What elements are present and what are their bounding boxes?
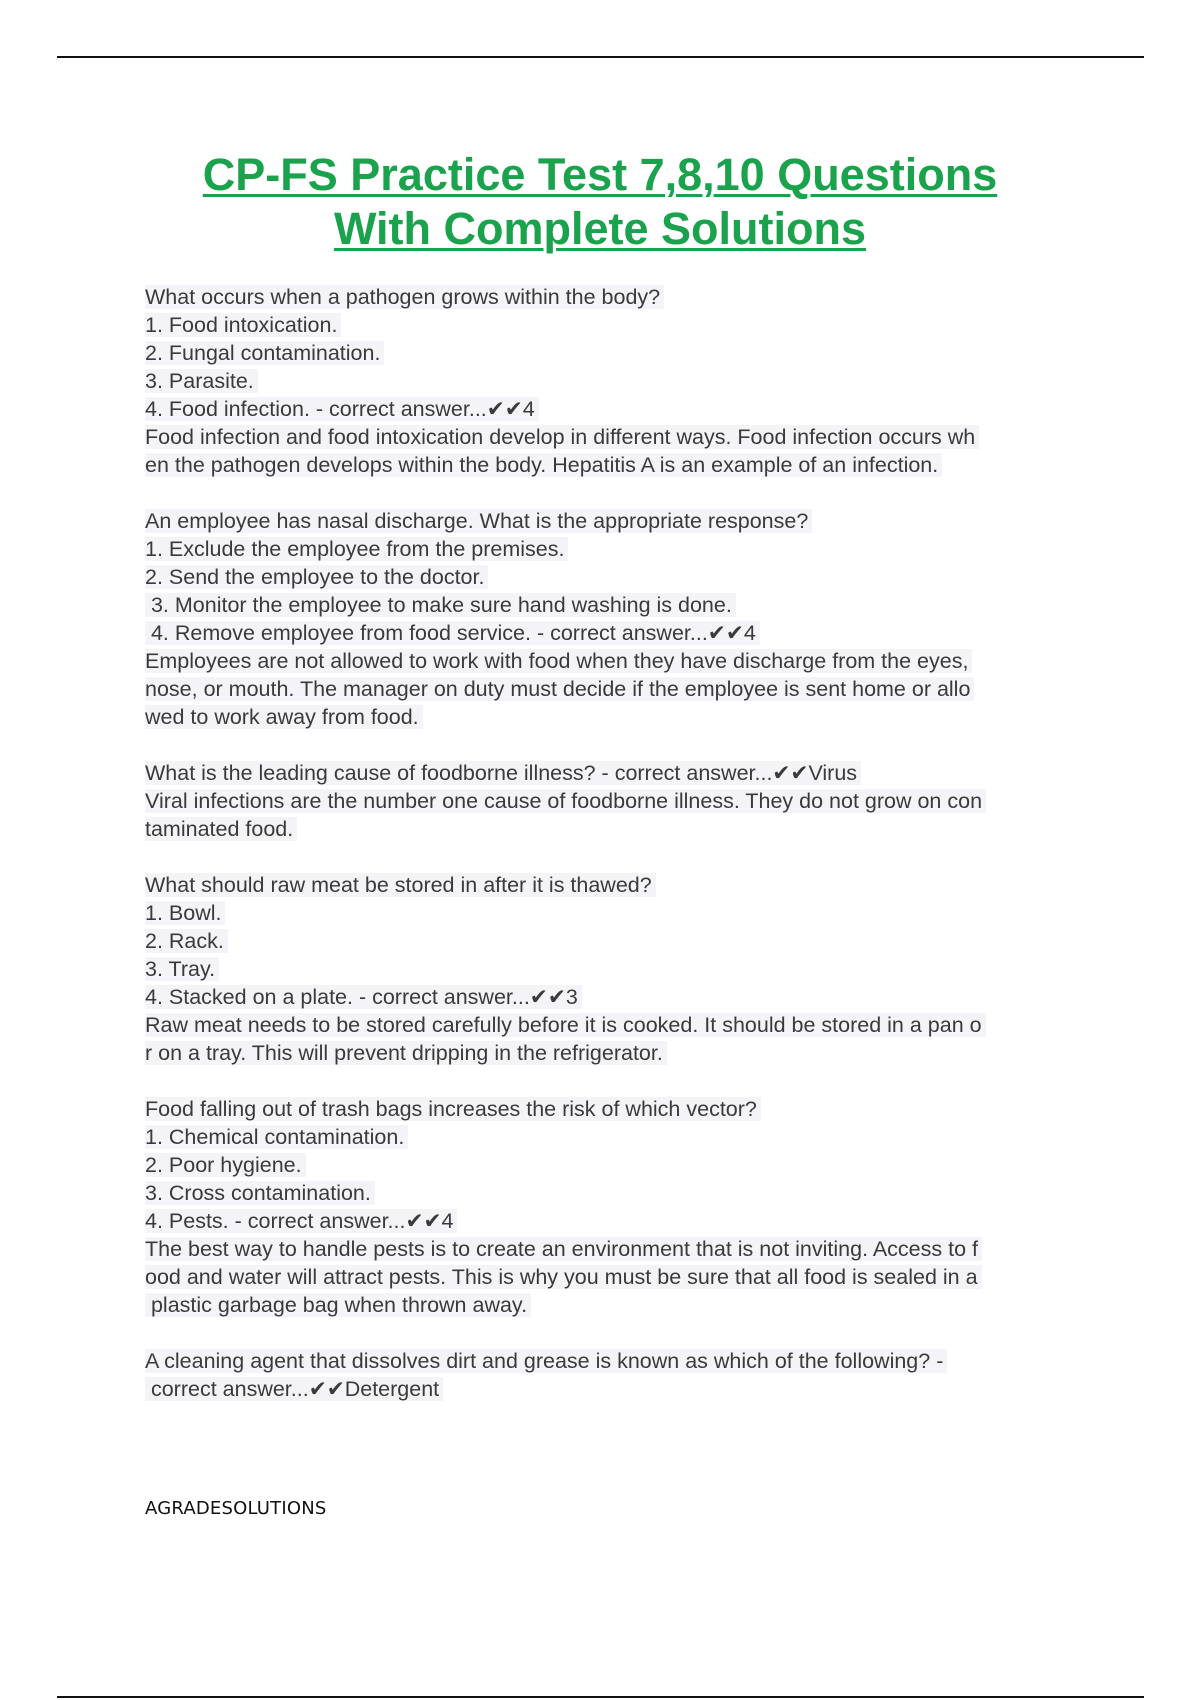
line-text: An employee has nasal discharge. What is the appropriate response? — [145, 509, 812, 533]
line-text: Viral infections are the number one cause of foodborne illness. They do not grow on con — [145, 789, 986, 813]
question-line — [145, 1123, 1095, 1151]
line-text: 1. Food intoxication. — [145, 313, 341, 337]
footer-brand: AGRADESOLUTIONS — [145, 1498, 327, 1519]
question-spacer — [145, 1319, 1095, 1347]
question-line — [145, 1151, 1095, 1179]
line-text: What should raw meat be stored in after it is thawed? — [145, 873, 656, 897]
line-text: What is the leading cause of foodborne illness? - correct answer...✔✔Virus — [145, 761, 861, 785]
line-text: 2. Fungal contamination. — [145, 341, 384, 365]
question-line — [145, 451, 1095, 479]
top-rule — [57, 56, 1144, 58]
question-line — [145, 535, 1095, 563]
question-line — [145, 927, 1095, 955]
question-text — [145, 283, 1095, 311]
line-text: 2. Rack. — [145, 929, 228, 953]
question-block — [145, 1095, 1095, 1319]
question-text — [145, 1347, 1095, 1375]
line-text: nose, or mouth. The manager on duty must decide if the employee is sent home or allo — [145, 677, 974, 701]
title-line-1: CP-FS Practice Test 7,8,10 Questions — [202, 149, 998, 200]
line-text: 1. Exclude the employee from the premises. — [145, 537, 568, 561]
line-text: The best way to handle pests is to create an environment that is not inviting. Access to f — [145, 1237, 982, 1261]
question-line — [145, 1179, 1095, 1207]
question-line — [145, 1291, 1095, 1319]
question-line — [145, 815, 1095, 843]
question-block — [145, 283, 1095, 479]
line-text: taminated food. — [145, 817, 297, 841]
line-text: plastic garbage bag when thrown away. — [145, 1293, 531, 1317]
line-text: correct answer...✔✔Detergent — [145, 1377, 443, 1401]
question-line — [145, 367, 1095, 395]
question-text — [145, 507, 1095, 535]
question-line — [145, 647, 1095, 675]
bottom-rule — [57, 1696, 1144, 1698]
question-line — [145, 899, 1095, 927]
question-line — [145, 1263, 1095, 1291]
question-line — [145, 619, 1095, 647]
line-text: Raw meat needs to be stored carefully before it is cooked. It should be stored in a pan o — [145, 1013, 986, 1037]
question-block — [145, 507, 1095, 731]
question-block — [145, 871, 1095, 1067]
line-text: Employees are not allowed to work with food when they have discharge from the eyes, — [145, 649, 972, 673]
question-block — [145, 1347, 1095, 1403]
line-text: 4. Stacked on a plate. - correct answer...✔✔3 — [145, 985, 582, 1009]
question-line — [145, 1039, 1095, 1067]
question-line — [145, 1235, 1095, 1263]
question-line — [145, 339, 1095, 367]
line-text: 1. Bowl. — [145, 901, 225, 925]
question-spacer — [145, 479, 1095, 507]
title-line-2: With Complete Solutions — [333, 203, 867, 254]
question-line — [145, 395, 1095, 423]
question-line — [145, 955, 1095, 983]
question-block — [145, 759, 1095, 843]
line-text: Food infection and food intoxication develop in different ways. Food infection occurs wh — [145, 425, 979, 449]
question-line — [145, 563, 1095, 591]
line-text: r on a tray. This will prevent dripping in the refrigerator. — [145, 1041, 667, 1065]
question-text — [145, 759, 1095, 787]
page-title — [120, 148, 1080, 256]
line-text: 2. Send the employee to the doctor. — [145, 565, 488, 589]
question-line — [145, 1375, 1095, 1403]
line-text: 3. Cross contamination. — [145, 1181, 375, 1205]
question-line — [145, 703, 1095, 731]
line-text: wed to work away from food. — [145, 705, 423, 729]
question-text — [145, 871, 1095, 899]
line-text: 1. Chemical contamination. — [145, 1125, 408, 1149]
line-text: 4. Pests. - correct answer...✔✔4 — [145, 1209, 457, 1233]
question-line — [145, 423, 1095, 451]
question-spacer — [145, 1067, 1095, 1095]
question-spacer — [145, 731, 1095, 759]
question-line — [145, 311, 1095, 339]
question-line — [145, 787, 1095, 815]
line-text: 3. Monitor the employee to make sure hand washing is done. — [145, 593, 736, 617]
question-spacer — [145, 843, 1095, 871]
question-line — [145, 1207, 1095, 1235]
question-line — [145, 675, 1095, 703]
line-text: 4. Food infection. - correct answer...✔✔4 — [145, 397, 539, 421]
line-text: en the pathogen develops within the body. Hepatitis A is an example of an infection. — [145, 453, 942, 477]
line-text: 4. Remove employee from food service. - correct answer...✔✔4 — [145, 621, 760, 645]
line-text: ood and water will attract pests. This is why you must be sure that all food is sealed in a — [145, 1265, 982, 1289]
line-text: What occurs when a pathogen grows within the body? — [145, 285, 664, 309]
line-text: 3. Tray. — [145, 957, 219, 981]
line-text: 2. Poor hygiene. — [145, 1153, 306, 1177]
line-text: Food falling out of trash bags increases the risk of which vector? — [145, 1097, 761, 1121]
question-line — [145, 591, 1095, 619]
line-text: A cleaning agent that dissolves dirt and grease is known as which of the following? - — [145, 1349, 947, 1373]
question-list — [145, 283, 1095, 1403]
question-line — [145, 983, 1095, 1011]
line-text: 3. Parasite. — [145, 369, 258, 393]
question-line — [145, 1011, 1095, 1039]
question-text — [145, 1095, 1095, 1123]
